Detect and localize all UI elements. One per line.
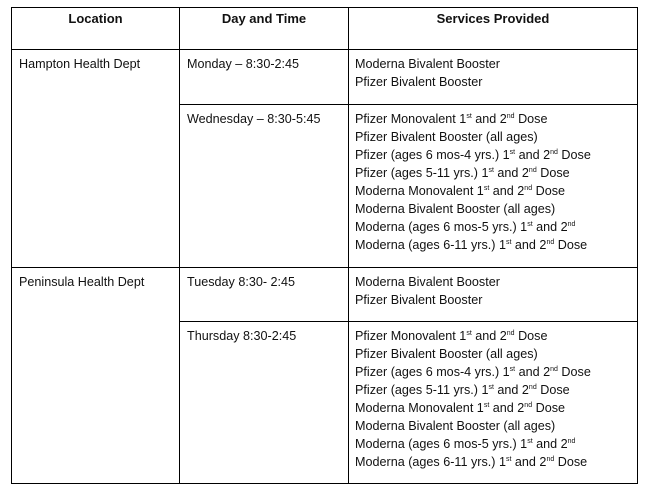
service-item: Pfizer Bivalent Booster	[355, 293, 483, 307]
header-day-time: Day and Time	[180, 8, 349, 50]
service-item: Pfizer (ages 6 mos-4 yrs.) 1st and 2nd Dose	[355, 365, 591, 379]
services-cell	[349, 105, 638, 268]
service-item: Pfizer Monovalent 1st and 2nd Dose	[355, 112, 548, 126]
service-item: Moderna Monovalent 1st and 2nd Dose	[355, 401, 565, 415]
services-cell	[349, 50, 638, 105]
service-item: Pfizer Bivalent Booster (all ages)	[355, 130, 538, 144]
location-cell: Peninsula Health Dept	[12, 268, 180, 484]
day-time-cell: Tuesday 8:30- 2:45	[180, 268, 349, 322]
day-time-cell: Wednesday – 8:30-5:45	[180, 105, 349, 268]
service-item: Moderna (ages 6-11 yrs.) 1st and 2nd Dose	[355, 455, 588, 469]
services-cell	[349, 322, 638, 484]
table-row	[12, 50, 638, 105]
day-time-cell: Monday – 8:30-2:45	[180, 50, 349, 105]
header-location: Location	[12, 8, 180, 50]
services-cell	[349, 268, 638, 322]
service-item: Moderna Monovalent 1st and 2nd Dose	[355, 184, 565, 198]
day-time-cell: Thursday 8:30-2:45	[180, 322, 349, 484]
service-item: Moderna (ages 6 mos-5 yrs.) 1st and 2nd	[355, 220, 576, 234]
service-item: Moderna Bivalent Booster (all ages)	[355, 419, 556, 433]
service-item: Moderna Bivalent Booster	[355, 275, 500, 289]
service-item: Moderna (ages 6 mos-5 yrs.) 1st and 2nd	[355, 437, 576, 451]
vaccine-schedule-table	[11, 7, 638, 484]
service-item: Pfizer Bivalent Booster (all ages)	[355, 347, 538, 361]
service-item: Pfizer Bivalent Booster	[355, 75, 483, 89]
service-item: Moderna Bivalent Booster	[355, 57, 500, 71]
service-item: Pfizer (ages 6 mos-4 yrs.) 1st and 2nd Dose	[355, 148, 591, 162]
service-item: Moderna (ages 6-11 yrs.) 1st and 2nd Dose	[355, 238, 588, 252]
service-item: Moderna Bivalent Booster (all ages)	[355, 202, 556, 216]
header-services: Services Provided	[349, 8, 638, 50]
service-item: Pfizer Monovalent 1st and 2nd Dose	[355, 329, 548, 343]
table-row	[12, 268, 638, 322]
service-item: Pfizer (ages 5-11 yrs.) 1st and 2nd Dose	[355, 166, 570, 180]
header-row	[12, 8, 638, 50]
location-cell: Hampton Health Dept	[12, 50, 180, 268]
service-item: Pfizer (ages 5-11 yrs.) 1st and 2nd Dose	[355, 383, 570, 397]
